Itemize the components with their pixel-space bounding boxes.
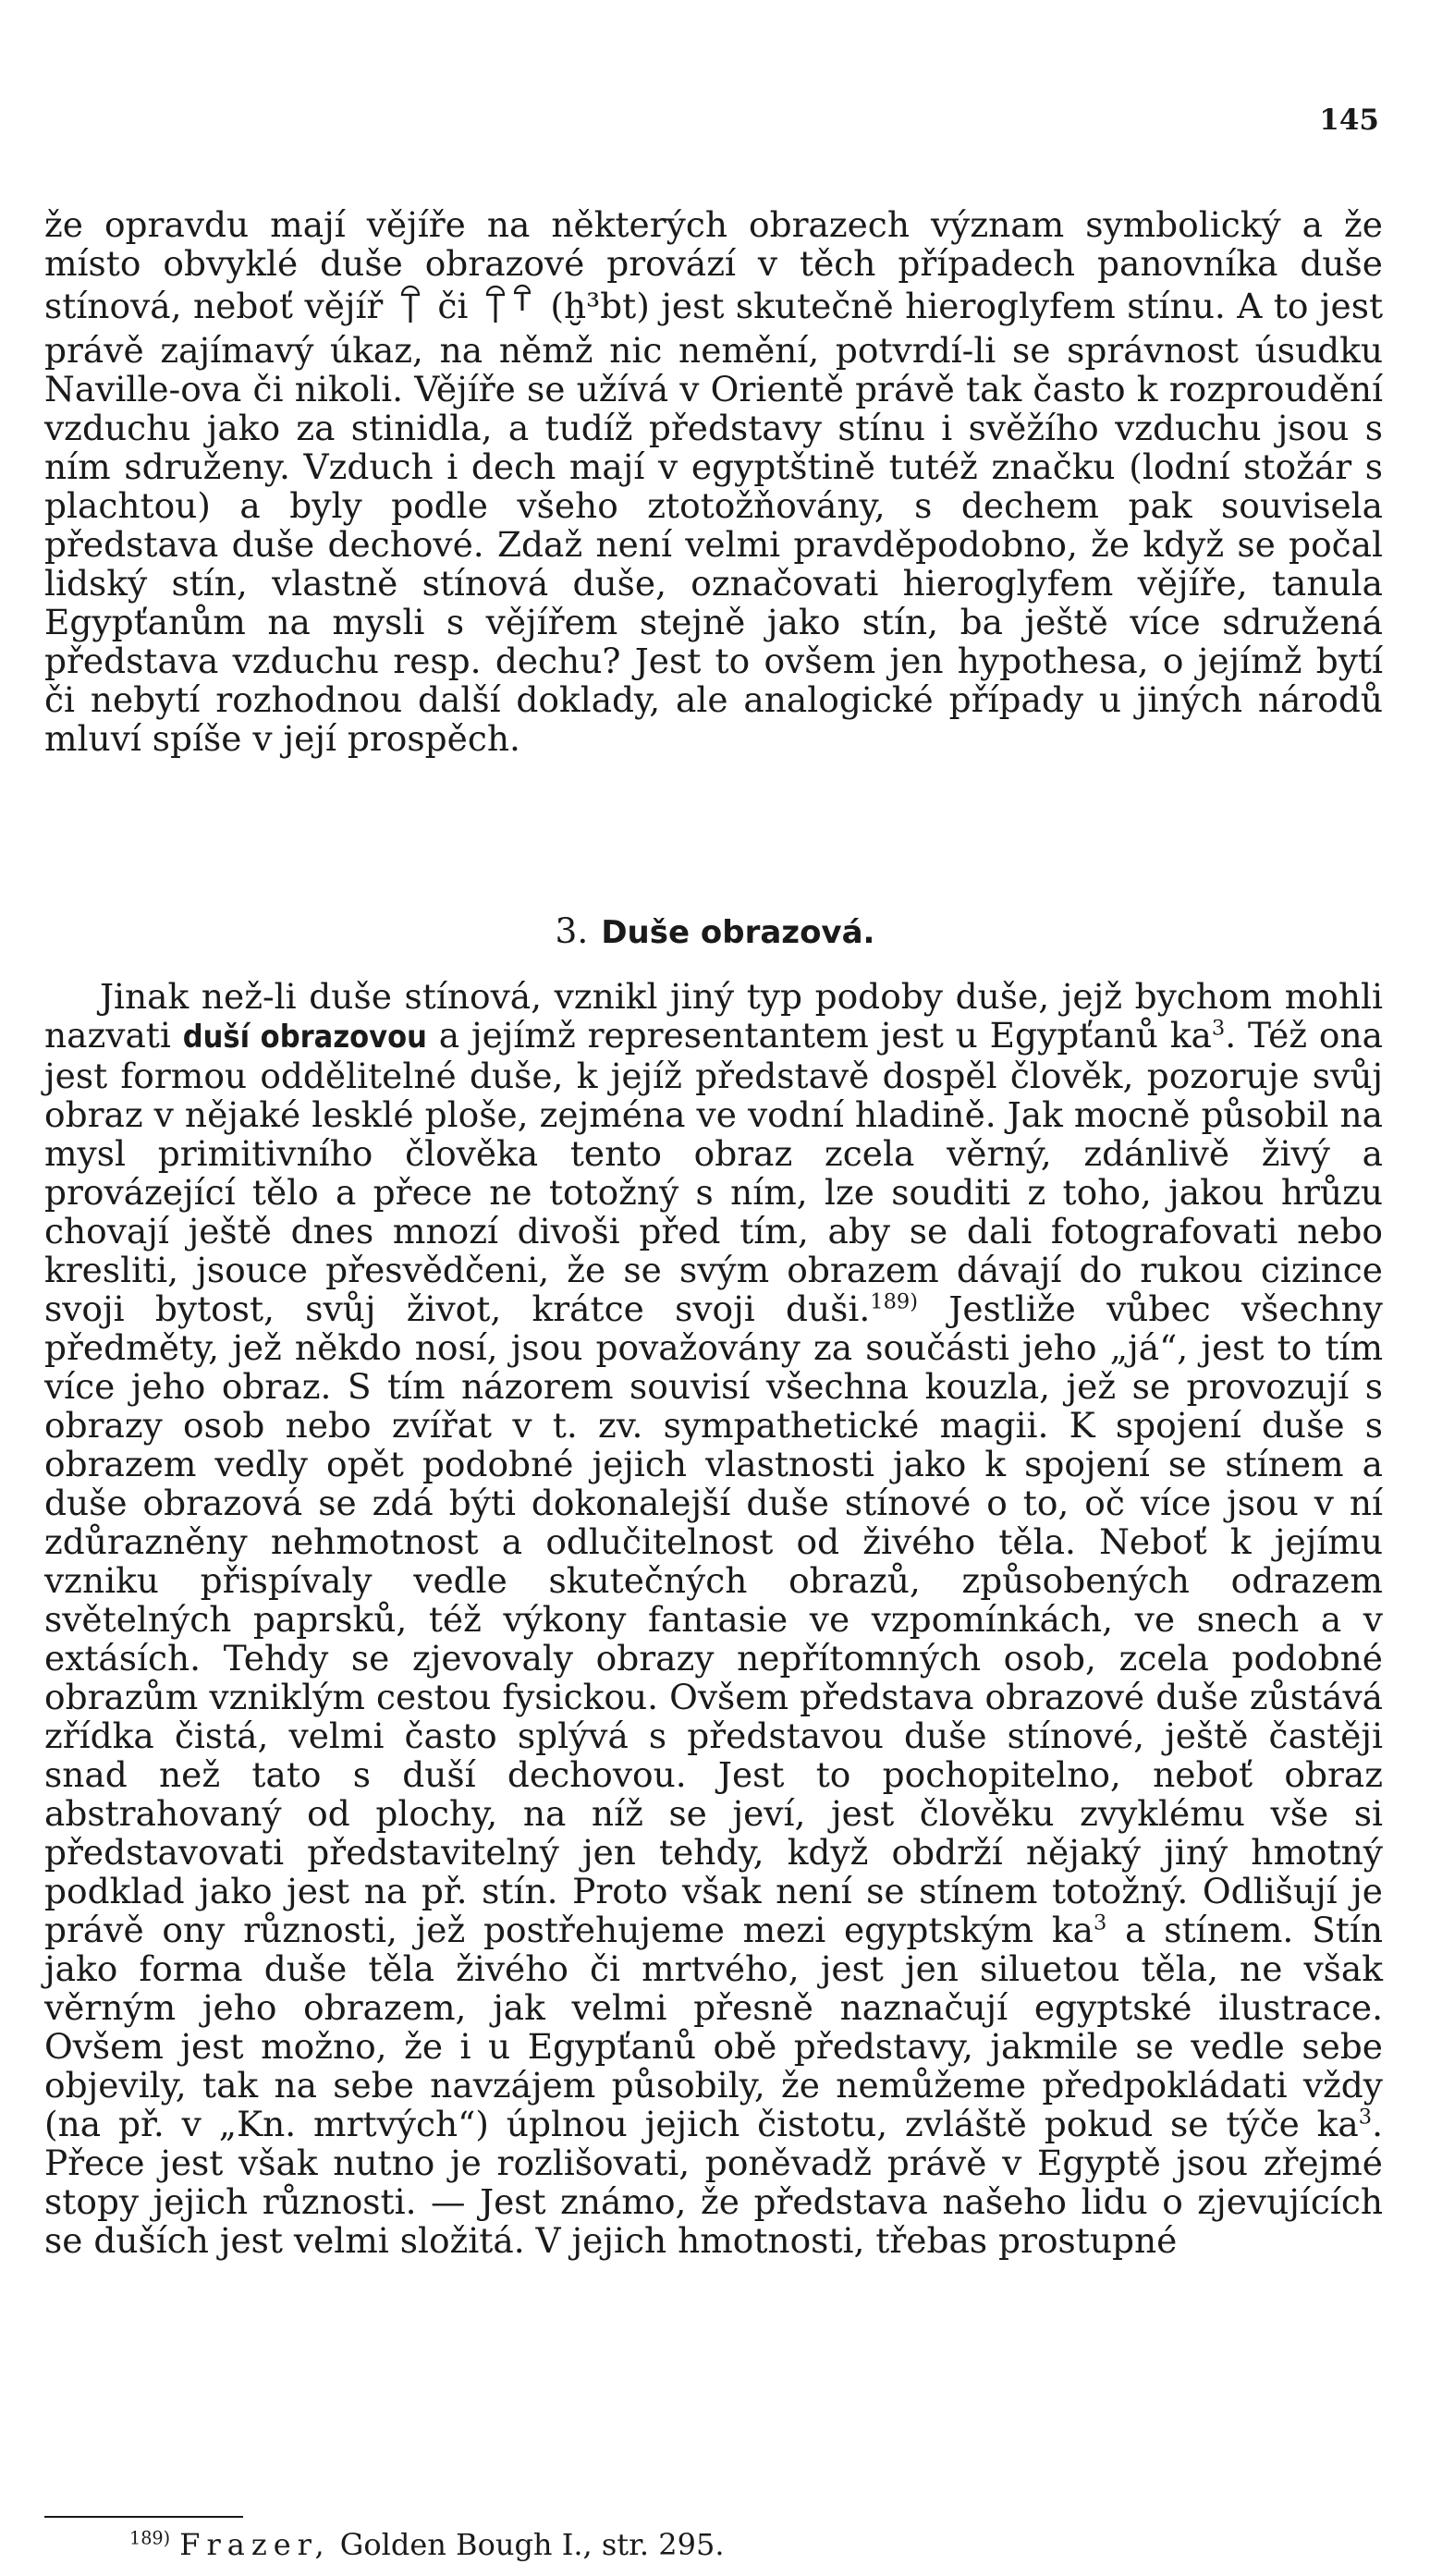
- paragraph-2: [44, 977, 1383, 2260]
- section-title: Duše obrazová.: [601, 914, 875, 951]
- section-heading: [0, 910, 1430, 951]
- fan-hieroglyph-icon: [400, 283, 421, 331]
- footnote-text: Golden Bough I., str. 295.: [339, 2527, 725, 2562]
- section-number: 3.: [555, 910, 589, 951]
- superscript-3: 3: [1358, 2105, 1373, 2130]
- paragraph-1-text-b: (ḫ³bt) jest skutečně hieroglyfem stínu. A to jest právě zajímavý úkaz, na němž nic nemění, potvrdí-li se správnost úsudku Naville-ova či nikoli. Vějíře se užívá v Orientě právě tak často k rozproudění vzduchu jako za stinidla, a tudíž představy stínu i svěžího vzduchu jsou s ním sdruženy. Vzduch i dech mají v egyptštině tutéž značku (lodní stožár s plachtou) a byly podle všeho ztotožňovány, s dechem pak souvisela představa duše dechové. Zdaž není velmi pravděpodobno, že když se počal lidský stín, vlastně stínová duše, označovati hieroglyfem vějíře, tanula Egypťanům na mysli s vějířem stejně jako stín, ba ještě více sdružená představa vzduchu resp. dechu? Jest to ovšem jen hypothesa, o jejímž bytí či nebytí rozhodnou další doklady, ale analogické případy u jiných národů mluví spíše v její prospěch.: [44, 286, 1384, 759]
- superscript-3: 3: [1093, 1911, 1107, 1935]
- footnote-author: Frazer,: [179, 2527, 331, 2562]
- paragraph-1-text-a: že opravdu mají vějíře na některých obrazech význam symbolický a že místo obvyklé duše obrazové provází v těch případech panovníka duše stínová, neboť vějíř: [44, 204, 1383, 326]
- footnote-divider: [44, 2516, 243, 2518]
- paragraph-1: [44, 205, 1383, 758]
- paragraph-2-text-4: Jestliže vůbec všechny předměty, jež někdo nosí, jsou považovány za součásti jeho „já“, jest to tím více jeho obraz. S tím názorem souvisí všechna kouzla, jež se provozují s obrazy osob nebo zvířat v t. zv. sympathetické magii. K spojení duše s obrazem vedly opět podobné jejich vlastnosti jako k spojení se stínem a duše obrazová se zdá býti dokonalejší duše stínové o to, oč více jsou v ní zdůrazněny nehmotnost a odlučitelnost od živého těla. Neboť k jejímu vzniku přispívaly vedle skutečných obrazů, způsobených odrazem světelných paprsků, též výkony fantasie ve vzpomínkách, ve snech a v extásích. Tehdy se zjevovaly obrazy nepřítomných osob, zcela podobné obrazům vzniklým cestou fysickou. Ovšem představa obrazové duše zůstává zřídka čistá, velmi často splývá s představou duše stínové, ještě častěji snad než tato s duší dechovou. Jest to pochopitelno, neboť obraz abstrahovaný od plochy, na níž se jeví, jest člověku zvyklému vše si představovati představitelný jen tehdy, když obdrží nějaký jiný hmotný podklad jako jest na př. stín. Proto však není se stínem totožný. Odlišují je právě ony různosti, jež postřehujeme mezi egyptským ka: [44, 1288, 1383, 1950]
- paragraph-2-text-5: a stínem. Stín jako forma duše těla živého či mrtvého, jest jen siluetou těla, ne však věrným jeho obrazem, jak velmi přesně naznačují egyptské ilustrace. Ovšem jest možno, že i u Egypťanů obě představy, jakmile se vedle sebe objevily, tak na sebe navzájem působily, že nemůžeme předpokládati vždy (na př. v „Kn. mrtvých“) úplnou jejich čistotu, zvláště pokud se týče ka: [44, 1910, 1384, 2144]
- superscript-3: 3: [1211, 1016, 1226, 1041]
- paragraph-2-text-3: . Též ona jest formou oddělitelné duše, k jejíž představě dospěl člověk, pozoruje svůj obraz v nějaké lesklé ploše, zejména ve vodní hladině. Jak mocně působil na mysl primitivního člověka tento obraz zcela věrný, zdánlivě živý a provázející tělo a přece ne totožný s ním, lze souditi z toho, jakou hrůzu chovají ještě dnes mnozí divoši před tím, aby se dali fotografovati nebo kresliti, jsouce přesvědčeni, že se svým obrazem dávají do rukou cizince svoji bytost, svůj život, krátce svoji duši.: [44, 1015, 1383, 1329]
- footnote: [129, 2527, 725, 2562]
- paragraph-1-conj: či: [437, 286, 469, 326]
- footnote-marker: 189): [129, 2527, 171, 2549]
- paragraph-2-text-1: Jinak než-li duše stínová, vznikl jiný typ podoby duše, jejž bychom mohli nazvati: [44, 976, 1383, 1056]
- paragraph-2-text-2: a jejímž representantem jest u Egypťanů ka: [438, 1015, 1212, 1056]
- footnote-reference: 189): [870, 1289, 919, 1314]
- fan-hieroglyph-pair-icon: [485, 283, 533, 331]
- page-number: 145: [1319, 104, 1379, 137]
- paragraph-2-text-6: . Přece jest však nutno je rozlišovati, poněvadž právě v Egyptě jsou zřejmé stopy jejich různosti. — Jest známo, že představa našeho lidu o zjevujících se duších jest velmi složitá. V jejich hmotnosti, třebas prostupné: [44, 2104, 1383, 2261]
- emphasized-term: duší obrazovou: [182, 1019, 427, 1056]
